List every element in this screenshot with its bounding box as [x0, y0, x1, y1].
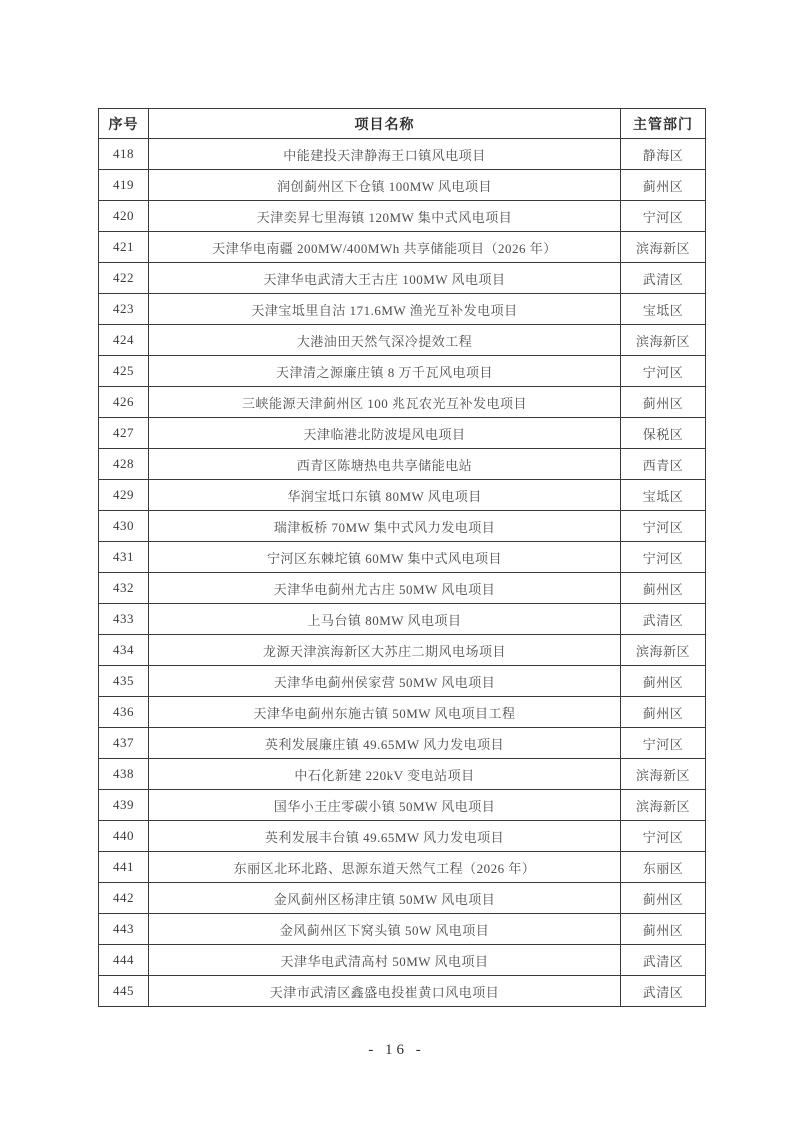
row-project-name: 天津华电蓟州侯家营 50MW 风电项目: [149, 666, 621, 697]
table-row: [99, 821, 706, 852]
row-serial-number: 441: [99, 852, 149, 883]
table-row: [99, 387, 706, 418]
row-serial-number: 430: [99, 511, 149, 542]
row-project-name: 天津临港北防波堤风电项目: [149, 418, 621, 449]
row-department: 武清区: [621, 976, 706, 1007]
table-row: [99, 790, 706, 821]
row-project-name: 英利发展廉庄镇 49.65MW 风力发电项目: [149, 728, 621, 759]
row-serial-number: 422: [99, 263, 149, 294]
row-project-name: 天津市武清区鑫盛电投崔黄口风电项目: [149, 976, 621, 1007]
row-project-name: 金风蓟州区下窝头镇 50W 风电项目: [149, 914, 621, 945]
row-department: 东丽区: [621, 852, 706, 883]
row-project-name: 天津华电南疆 200MW/400MWh 共享储能项目（2026 年）: [149, 232, 621, 263]
row-department: 武清区: [621, 263, 706, 294]
table-row: [99, 697, 706, 728]
row-department: 滨海新区: [621, 790, 706, 821]
row-serial-number: 433: [99, 604, 149, 635]
row-serial-number: 420: [99, 201, 149, 232]
table-row: [99, 418, 706, 449]
row-department: 蓟州区: [621, 883, 706, 914]
header-serial-number: 序号: [99, 109, 149, 139]
row-serial-number: 429: [99, 480, 149, 511]
row-serial-number: 424: [99, 325, 149, 356]
row-serial-number: 434: [99, 635, 149, 666]
row-project-name: 国华小王庄零碳小镇 50MW 风电项目: [149, 790, 621, 821]
row-project-name: 龙源天津滨海新区大苏庄二期风电场项目: [149, 635, 621, 666]
table-row: [99, 170, 706, 201]
row-department: 滨海新区: [621, 759, 706, 790]
page-number: - 16 -: [368, 1042, 425, 1058]
row-department: 宁河区: [621, 821, 706, 852]
row-serial-number: 418: [99, 139, 149, 170]
row-department: 蓟州区: [621, 666, 706, 697]
row-serial-number: 440: [99, 821, 149, 852]
row-department: 蓟州区: [621, 170, 706, 201]
row-project-name: 润创蓟州区下仓镇 100MW 风电项目: [149, 170, 621, 201]
row-department: 蓟州区: [621, 914, 706, 945]
table-row: [99, 325, 706, 356]
row-department: 蓟州区: [621, 387, 706, 418]
row-serial-number: 443: [99, 914, 149, 945]
row-serial-number: 444: [99, 945, 149, 976]
row-project-name: 大港油田天然气深冷提效工程: [149, 325, 621, 356]
row-department: 西青区: [621, 449, 706, 480]
row-project-name: 西青区陈塘热电共享储能电站: [149, 449, 621, 480]
row-department: 武清区: [621, 945, 706, 976]
row-project-name: 英利发展丰台镇 49.65MW 风力发电项目: [149, 821, 621, 852]
row-department: 武清区: [621, 604, 706, 635]
table-row: [99, 542, 706, 573]
row-department: 滨海新区: [621, 325, 706, 356]
row-serial-number: 421: [99, 232, 149, 263]
table-row: [99, 511, 706, 542]
row-department: 保税区: [621, 418, 706, 449]
table-row: [99, 945, 706, 976]
row-project-name: 中能建投天津静海王口镇风电项目: [149, 139, 621, 170]
table-row: [99, 914, 706, 945]
table-row: [99, 852, 706, 883]
table-row: [99, 976, 706, 1007]
row-department: 宁河区: [621, 728, 706, 759]
row-serial-number: 425: [99, 356, 149, 387]
row-department: 宁河区: [621, 511, 706, 542]
table-body: [99, 139, 706, 1007]
row-serial-number: 428: [99, 449, 149, 480]
row-serial-number: 442: [99, 883, 149, 914]
row-project-name: 天津奕昇七里海镇 120MW 集中式风电项目: [149, 201, 621, 232]
table-row: [99, 759, 706, 790]
table-row: [99, 356, 706, 387]
row-project-name: 中石化新建 220kV 变电站项目: [149, 759, 621, 790]
header-row: [99, 109, 706, 139]
table-row: [99, 449, 706, 480]
row-serial-number: 431: [99, 542, 149, 573]
row-serial-number: 419: [99, 170, 149, 201]
row-department: 宝坻区: [621, 294, 706, 325]
row-serial-number: 427: [99, 418, 149, 449]
row-serial-number: 432: [99, 573, 149, 604]
row-serial-number: 426: [99, 387, 149, 418]
row-project-name: 天津清之源廉庄镇 8 万千瓦风电项目: [149, 356, 621, 387]
row-serial-number: 435: [99, 666, 149, 697]
table-row: [99, 666, 706, 697]
row-project-name: 天津宝坻里自沽 171.6MW 渔光互补发电项目: [149, 294, 621, 325]
row-department: 静海区: [621, 139, 706, 170]
row-department: 宁河区: [621, 356, 706, 387]
row-serial-number: 437: [99, 728, 149, 759]
row-department: 蓟州区: [621, 573, 706, 604]
row-project-name: 天津华电蓟州尤古庄 50MW 风电项目: [149, 573, 621, 604]
row-serial-number: 439: [99, 790, 149, 821]
table-row: [99, 604, 706, 635]
row-serial-number: 438: [99, 759, 149, 790]
row-project-name: 金风蓟州区杨津庄镇 50MW 风电项目: [149, 883, 621, 914]
row-project-name: 东丽区北环北路、思源东道天然气工程（2026 年）: [149, 852, 621, 883]
table-row: [99, 201, 706, 232]
table-row: [99, 635, 706, 666]
table-row: [99, 480, 706, 511]
project-table: [98, 108, 706, 1007]
table-row: [99, 294, 706, 325]
table-row: [99, 883, 706, 914]
row-department: 宝坻区: [621, 480, 706, 511]
row-serial-number: 423: [99, 294, 149, 325]
row-project-name: 瑞津板桥 70MW 集中式风力发电项目: [149, 511, 621, 542]
row-department: 宁河区: [621, 542, 706, 573]
row-department: 蓟州区: [621, 697, 706, 728]
header-department: 主管部门: [621, 109, 706, 139]
row-project-name: 天津华电武清高村 50MW 风电项目: [149, 945, 621, 976]
row-project-name: 上马台镇 80MW 风电项目: [149, 604, 621, 635]
row-department: 宁河区: [621, 201, 706, 232]
table-row: [99, 232, 706, 263]
table-row: [99, 263, 706, 294]
header-project-name: 项目名称: [149, 109, 621, 139]
table-row: [99, 573, 706, 604]
row-project-name: 华润宝坻口东镇 80MW 风电项目: [149, 480, 621, 511]
row-department: 滨海新区: [621, 635, 706, 666]
table-row: [99, 728, 706, 759]
row-serial-number: 445: [99, 976, 149, 1007]
row-serial-number: 436: [99, 697, 149, 728]
table-row: [99, 139, 706, 170]
table-header: [99, 109, 706, 139]
row-department: 滨海新区: [621, 232, 706, 263]
row-project-name: 宁河区东棘坨镇 60MW 集中式风电项目: [149, 542, 621, 573]
row-project-name: 天津华电武清大王古庄 100MW 风电项目: [149, 263, 621, 294]
row-project-name: 三峡能源天津蓟州区 100 兆瓦农光互补发电项目: [149, 387, 621, 418]
row-project-name: 天津华电蓟州东施古镇 50MW 风电项目工程: [149, 697, 621, 728]
